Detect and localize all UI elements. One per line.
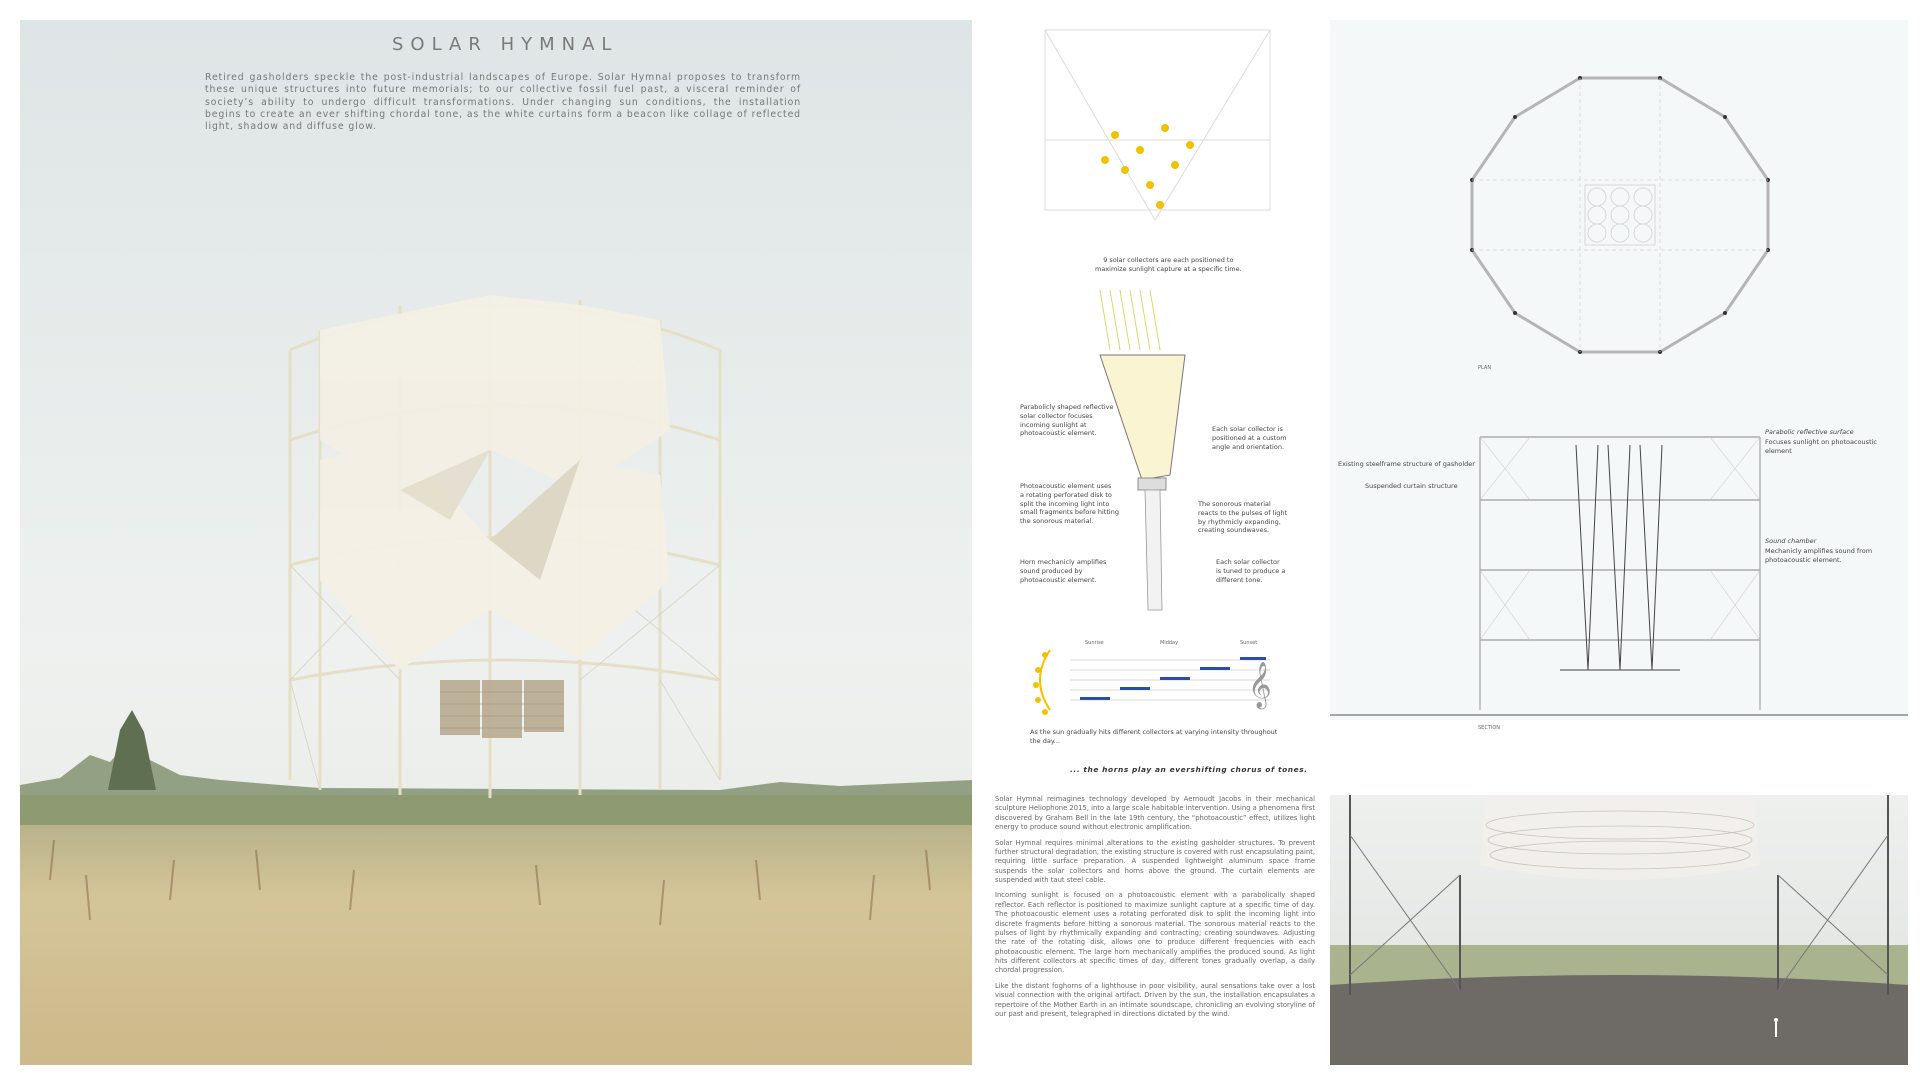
diagram-column xyxy=(990,20,1330,780)
section-label: SECTION xyxy=(1478,725,1501,731)
sun-caption: As the sun gradually hits different collectors at varying intensity throughout the day... xyxy=(1030,728,1278,745)
collectors-diagram xyxy=(990,20,1330,250)
essay-paragraph-1: Solar Hymnal reimagines technology developed by Aernoudt Jacobs in their mechanical sculpture Heliophone 2015, into a large scale habitable intervention. Using a phenomena first discovered by Graham Bell in the late 19th century, the “photoacoustic” effect, utilizes light energy to produce sound without electronic amplification. xyxy=(995,795,1315,832)
plan-drawing xyxy=(1330,20,1908,720)
tagline: ... the horns play an evershifting chorus of tones. xyxy=(1070,765,1308,774)
gasholder-illustration xyxy=(20,20,972,1065)
anno-chamber-body: Mechanicly amplifies sound from photoacoustic element. xyxy=(1765,547,1873,564)
hero-render xyxy=(20,20,972,1065)
intro-paragraph: Retired gasholders speckle the post-industrial landscapes of Europe. Solar Hymnal proposes to transform these unique structures into future memorials; to our collective fossil fuel past, a visceral reminder of society’s ability to undergo difficult transformations. Under changing sun conditions, the installation begins to create an ever shifting chordal tone, as the white curtains form a beacon like collage of reflected light, shadow and diffuse glow. xyxy=(205,72,801,133)
collectors-caption: 9 solar collectors are each positioned to maximize sunlight capture at a specific time. xyxy=(1095,256,1242,273)
label-horn: Horn mechanicly amplifies sound produced by photoacoustic element. xyxy=(1020,558,1107,584)
time-midday: Midday xyxy=(1160,640,1179,646)
label-custom-angle: Each solar collector is positioned at a custom angle and orientation. xyxy=(1212,425,1287,451)
interior-render xyxy=(1330,795,1908,1065)
anno-chamber-title: Sound chamber xyxy=(1765,537,1817,545)
essay-paragraph-2: Solar Hymnal requires minimal alterations to the existing gasholder structures. To prevent further structural degradation, the existing structure is covered with rust encapsulating paint, requiring little surface preparation. A suspended lightweight aluminum space frame suspends the solar collectors and horns above the ground. The curtain elements are suspended with taut steel cable. xyxy=(995,838,1315,884)
essay-text xyxy=(995,795,1315,1025)
essay-paragraph-4: Like the distant foghorns of a lighthouse in poor visibility, aural sensations take over a lost visual connection with the original artifact. Driven by the sun, the installation encapsulates a repertoire of the Mother Earth in an intimate soundscape, chronicling an evolving storyline of our past and present, telegraphed in directions dictated by the wind. xyxy=(995,981,1315,1018)
label-parabolic: Parabolicly shaped reflective solar collector focuses incoming sunlight at photoacoustic element. xyxy=(1020,403,1114,438)
label-photoacoustic: Photoacoustic element uses a rotating perforated disk to split the incoming light into small fragments before hitting the sonorous material. xyxy=(1020,482,1119,526)
plan-label: PLAN xyxy=(1478,365,1492,371)
anno-parabolic-title: Parabolic reflective surface xyxy=(1765,428,1854,436)
plan-panel xyxy=(1330,20,1908,731)
interior-illustration xyxy=(1330,795,1908,1065)
anno-steelframe: Existing steelframe structure of gasholder xyxy=(1338,460,1475,468)
anno-curtain: Suspended curtain structure xyxy=(1365,482,1458,490)
label-tone: Each solar collector is tuned to produce a different tone. xyxy=(1216,558,1286,584)
anno-parabolic-body: Focuses sunlight on photoacoustic element xyxy=(1765,438,1877,455)
svg-text:𝄞: 𝄞 xyxy=(1248,662,1272,708)
label-sonorous: The sonorous material reacts to the pulses of light by rhythmicly expanding, creating soundwaves. xyxy=(1198,500,1288,535)
time-sunrise: Sunrise xyxy=(1085,640,1104,646)
essay-paragraph-3: Incoming sunlight is focused on a photoacoustic element with a parabolically shaped reflector. Each reflector is positioned to maximize sunlight capture at a specific time of day. The photoacoustic element uses a rotating perforated disk to split the incoming light into discrete fragments before hitting a sonorous material. The sonorous material reacts to the pulses of light by rhythmically expanding and contracting; creating soundwaves. Adjusting the rate of the rotating disk, allows one to produce different frequencies with each photoacoustic element. The large horn mechanically amplifies the produced sound. As light hits different collectors at specific times of day, different tones gradually overlap, a daily chordal progression. xyxy=(995,891,1315,975)
time-sunset: Sunset xyxy=(1240,640,1258,646)
project-title: SOLAR HYMNAL xyxy=(392,34,619,55)
